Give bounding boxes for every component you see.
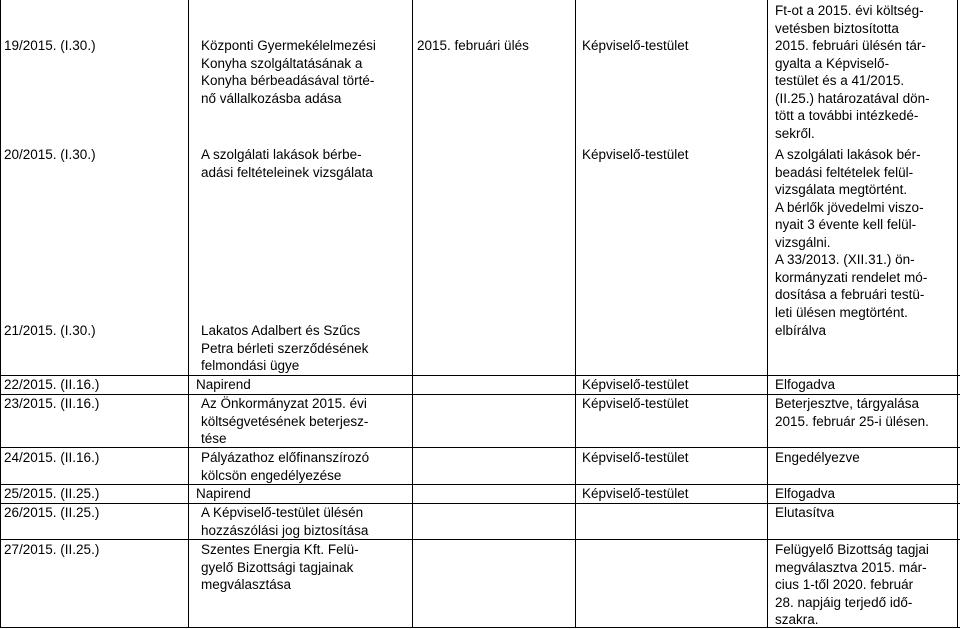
table-row-27-subject: Szentes Energia Kft. Felü- gyelő Bizottsági tagjainak megválasztása bbox=[201, 542, 359, 592]
table-row-20-number: 20/2015. (I.30.) bbox=[4, 147, 96, 162]
table-row-27-number: 27/2015. (II.25.) bbox=[4, 542, 100, 557]
table-row-26-number: 26/2015. (II.25.) bbox=[4, 505, 100, 520]
table-border-right bbox=[957, 0, 958, 628]
table-row-26-status: Elutasítva bbox=[775, 505, 835, 520]
table-row-27-status: Felügyelő Bizottság tagjai megválasztva 2015. már- cius 1-től 2020. február 28. napjáig terjedő idő- szakra. bbox=[775, 542, 929, 627]
table-row-19-number: 19/2015. (I.30.) bbox=[4, 38, 96, 53]
table-row-19-subject: Központi Gyermekélelmezési Konyha szolgáltatásának a Konyha bérbeadásával törté- nő vállalkozásba adása bbox=[201, 38, 376, 106]
table-row-22-body: Képviselő-testület bbox=[582, 377, 689, 392]
table-row-21-number: 21/2015. (I.30.) bbox=[4, 323, 96, 338]
table-row-23-number: 23/2015. (II.16.) bbox=[4, 396, 100, 411]
row-divider bbox=[0, 539, 960, 540]
row-divider bbox=[0, 447, 960, 448]
table-row-21-status: elbírálva bbox=[775, 323, 827, 338]
table-row-22-status: Elfogadva bbox=[775, 377, 836, 392]
table-row-25-number: 25/2015. (II.25.) bbox=[4, 486, 100, 501]
table-row-24-status: Engedélyezve bbox=[775, 450, 860, 465]
table-row-24-number: 24/2015. (II.16.) bbox=[4, 450, 100, 465]
column-divider bbox=[412, 0, 413, 628]
table-row-19-status: Ft-ot a 2015. évi költség- vetésben biztosította 2015. februári ülésén tár- gyalta a Képviselő- testület és a 41/2015. (II.25.) határozatával dön- tött a további intézkedé- sekről. bbox=[775, 3, 930, 141]
table-row-25-body: Képviselő-testület bbox=[582, 486, 689, 501]
table-row-21-subject: Lakatos Adalbert és Szűcs Petra bérleti szerződésének felmondási ügye bbox=[201, 323, 369, 373]
table-row-26-subject: A Képviselő-testület ülésén hozzászólási jog biztosítása bbox=[201, 505, 369, 538]
table-row-20-body: Képviselő-testület bbox=[582, 147, 689, 162]
column-divider bbox=[188, 0, 189, 628]
column-divider bbox=[767, 0, 768, 628]
table-row-19-meeting: 2015. februári ülés bbox=[417, 38, 529, 53]
table-row-24-subject: Pályázathoz előfinanszírozó kölcsön engedélyezése bbox=[201, 450, 370, 483]
table-row-24-body: Képviselő-testület bbox=[582, 450, 689, 465]
table-border-left bbox=[0, 0, 1, 628]
table-row-23-status: Beterjesztve, tárgyalása 2015. február 25-i ülésen. bbox=[775, 396, 929, 429]
table-row-19-body: Képviselő-testület bbox=[582, 38, 689, 53]
table-row-22-subject: Napirend bbox=[196, 377, 251, 392]
table-row-22-number: 22/2015. (II.16.) bbox=[4, 377, 100, 392]
table-row-20-status: A szolgálati lakások bér- beadási feltételek felül- vizsgálata megtörtént. A bérlők jövedelmi viszo- nyait 3 évente kell felül- vizsgálni. A 33/2013. (XII.31.) ön- kormányzati rendelet mó- dosítása a februári testü- leti ülésen megtörtént. bbox=[775, 147, 928, 320]
table-row-25-subject: Napirend bbox=[196, 486, 251, 501]
table-row-20-subject: A szolgálati lakások bérbe- adási feltételeinek vizsgálata bbox=[201, 147, 373, 180]
table-row-23-body: Képviselő-testület bbox=[582, 396, 689, 411]
table-row-25-status: Elfogadva bbox=[775, 486, 836, 501]
table-row-23-subject: Az Önkormányzat 2015. évi költségvetésének beterjesz- tése bbox=[201, 396, 369, 446]
column-divider bbox=[575, 0, 576, 628]
